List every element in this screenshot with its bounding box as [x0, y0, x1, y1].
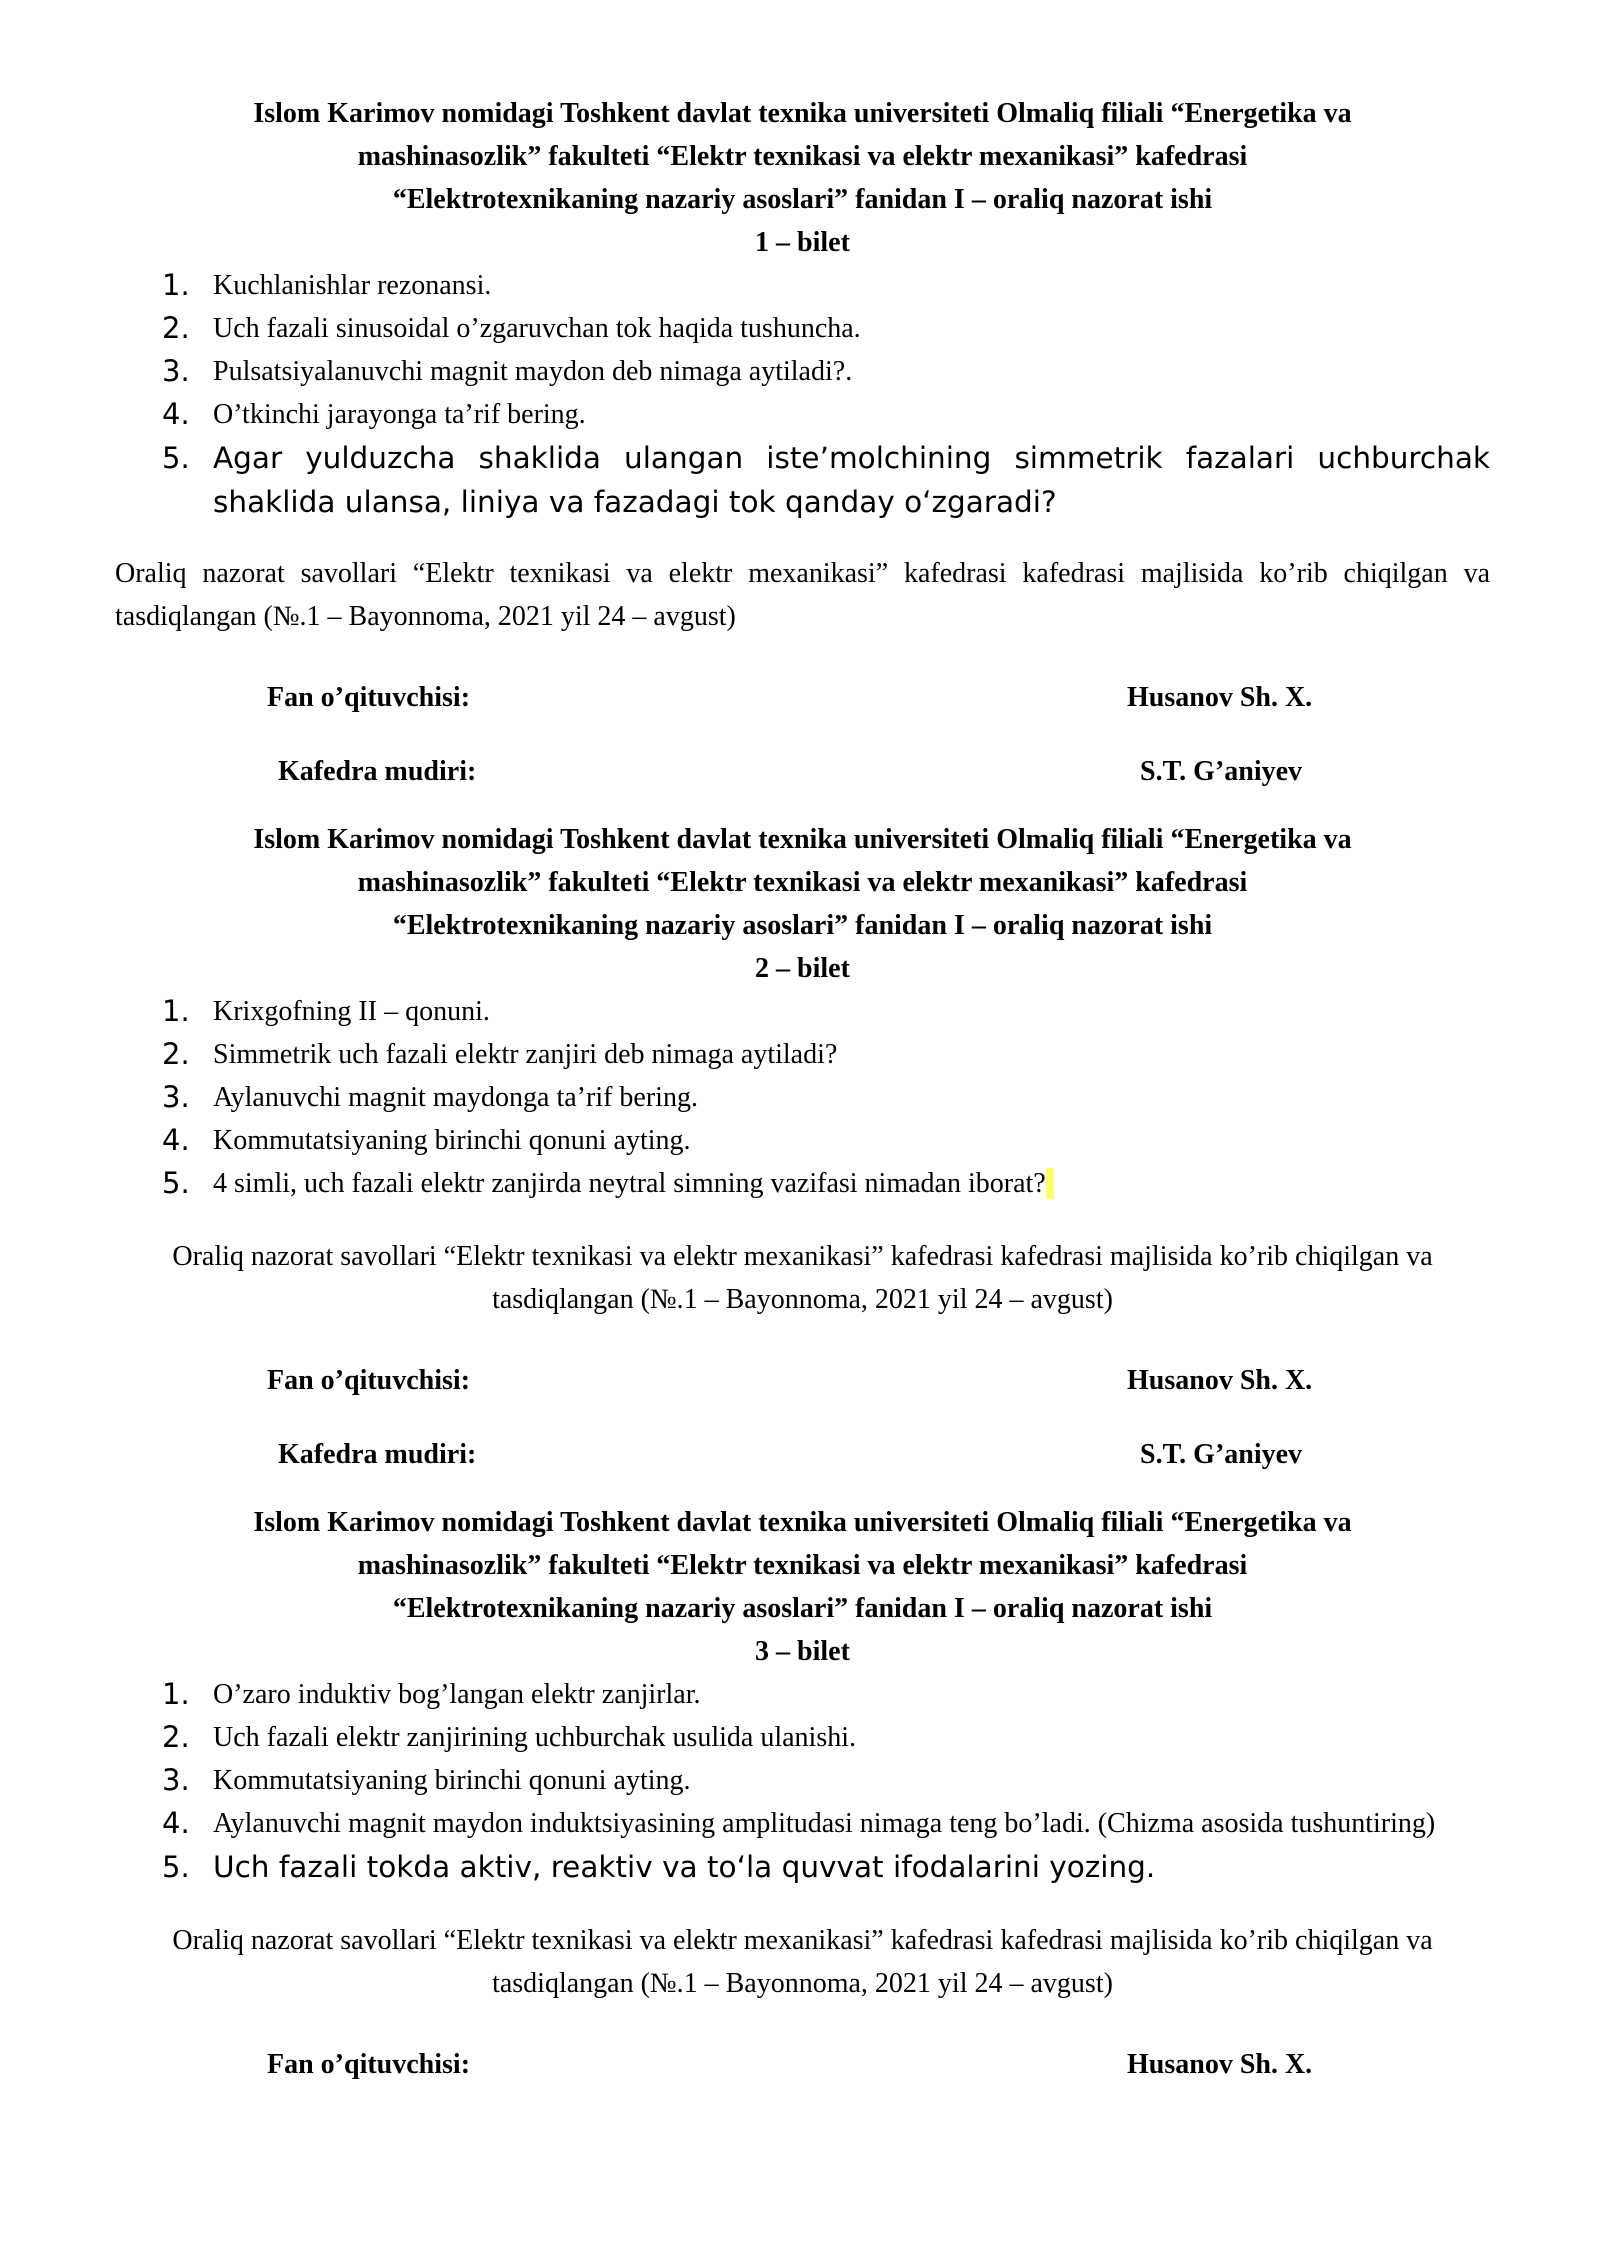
question-number: 2. [162, 1037, 190, 1071]
question-text: Agar yulduzcha shaklida ulangan iste’molchining simmetrik fazalari uchburchak shaklida ulansa, liniya va fazadagi tok qanday oʻzgaradi? [213, 441, 1490, 519]
signature-block [115, 2027, 1490, 2087]
question-number: 3. [162, 1080, 190, 1114]
question-number: 5. [162, 1850, 190, 1884]
teacher-label: Fan o’qituvchisi: [267, 682, 471, 713]
question-item [115, 350, 1490, 393]
question-text: Aylanuvchi magnit maydonga ta’rif bering. [213, 1082, 698, 1113]
approval-note: Oraliq nazorat savollari “Elektr texnikasi va elektr mexanikasi” kafedrasi kafedrasi majlisida ko’rib chiqilgan va tasdiqlangan (№.1 – Bayonnoma, 2021 yil 24 – avgust) [172, 1925, 1433, 1999]
question-item [115, 1162, 1490, 1205]
header-line: “Elektrotexnikaning nazariy asoslari” fanidan I – oraliq nazorat ishi [392, 184, 1213, 215]
ticket-number: 2 – bilet [755, 953, 850, 984]
question-text: O’zaro induktiv bog’langan elektr zanjirlar. [213, 1679, 701, 1710]
question-text: Uch fazali sinusoidal o’zgaruvchan tok haqida tushuncha. [213, 313, 861, 344]
question-text: 4 simli, uch fazali elektr zanjirda neytral simning vazifasi nimadan iborat? [213, 1168, 1046, 1199]
question-text: Aylanuvchi magnit maydon induktsiyasining amplitudasi nimaga teng bo’ladi. (Chizma asosida tushuntiring) [213, 1808, 1436, 1839]
header-line: mashinasozlik” fakulteti “Elektr texnikasi va elektr mexanikasi” kafedrasi [357, 867, 1248, 898]
question-list [115, 1673, 1490, 1889]
teacher-label: Fan o’qituvchisi: [267, 2049, 471, 2080]
ticket-header [115, 92, 1490, 264]
question-text: Kommutatsiyaning birinchi qonuni ayting. [213, 1125, 691, 1156]
header-line: Islom Karimov nomidagi Toshkent davlat texnika universiteti Olmaliq filiali “Energetika va [253, 98, 1352, 129]
question-item [115, 1759, 1490, 1802]
header-line: Islom Karimov nomidagi Toshkent davlat texnika universiteti Olmaliq filiali “Energetika va [253, 824, 1352, 855]
header-line: mashinasozlik” fakulteti “Elektr texnikasi va elektr mexanikasi” kafedrasi [357, 1550, 1248, 1581]
question-text: Kuchlanishlar rezonansi. [213, 270, 492, 301]
question-text: Krixgofning II – qonuni. [213, 996, 490, 1027]
teacher-signature-row [115, 1359, 1490, 1402]
question-item [115, 393, 1490, 436]
ticket-2 [115, 818, 1490, 1493]
question-item [115, 1716, 1490, 1759]
question-text: Pulsatsiyalanuvchi magnit maydon deb nimaga aytiladi?. [213, 356, 853, 387]
question-number: 3. [162, 1763, 190, 1797]
question-number: 5. [162, 1166, 190, 1200]
question-number: 5. [162, 441, 190, 475]
question-text: Kommutatsiyaning birinchi qonuni ayting. [213, 1765, 691, 1796]
ticket-header [115, 1501, 1490, 1673]
question-item [115, 1119, 1490, 1162]
ticket-header [115, 818, 1490, 990]
question-number: 2. [162, 311, 190, 345]
head-label: Kafedra mudiri: [278, 1439, 477, 1470]
question-number: 1. [162, 994, 190, 1028]
question-number: 4. [162, 397, 190, 431]
head-name: S.T. G’aniyev [1140, 756, 1303, 787]
question-text: Uch fazali elektr zanjirining uchburchak usulida ulanishi. [213, 1722, 857, 1753]
question-list [115, 264, 1490, 524]
header-line: “Elektrotexnikaning nazariy asoslari” fanidan I – oraliq nazorat ishi [392, 910, 1213, 941]
question-item [115, 264, 1490, 307]
signature-block [115, 660, 1490, 810]
header-line: mashinasozlik” fakulteti “Elektr texnikasi va elektr mexanikasi” kafedrasi [357, 141, 1248, 172]
document-page [115, 92, 1490, 2087]
question-item [115, 436, 1490, 524]
teacher-name: Husanov Sh. X. [1127, 2049, 1313, 2080]
teacher-name: Husanov Sh. X. [1127, 682, 1313, 713]
teacher-label: Fan o’qituvchisi: [267, 1365, 471, 1396]
question-item [115, 307, 1490, 350]
head-name: S.T. G’aniyev [1140, 1439, 1303, 1470]
ticket-3 [115, 1501, 1490, 2087]
question-text: Uch fazali tokda aktiv, reaktiv va toʻla quvvat ifodalarini yozing. [213, 1850, 1156, 1884]
question-text: O’tkinchi jarayonga ta’rif bering. [213, 399, 586, 430]
question-number: 1. [162, 268, 190, 302]
signature-block [115, 1343, 1490, 1493]
question-item [115, 1673, 1490, 1716]
head-label: Kafedra mudiri: [278, 756, 477, 787]
ticket-number: 3 – bilet [755, 1636, 850, 1667]
teacher-signature-row [115, 2043, 1490, 2086]
teacher-signature-row [115, 676, 1490, 719]
question-item [115, 1845, 1490, 1889]
highlight-mark [1046, 1168, 1053, 1199]
question-item [115, 1802, 1490, 1845]
question-number: 4. [162, 1123, 190, 1157]
teacher-name: Husanov Sh. X. [1127, 1365, 1313, 1396]
question-item [115, 990, 1490, 1033]
head-signature-row [115, 1433, 1490, 1476]
question-list [115, 990, 1490, 1205]
question-number: 2. [162, 1720, 190, 1754]
approval-note: Oraliq nazorat savollari “Elektr texnikasi va elektr mexanikasi” kafedrasi kafedrasi majlisida ko’rib chiqilgan va tasdiqlangan (№.1 – Bayonnoma, 2021 yil 24 – avgust) [115, 558, 1490, 632]
approval-note: Oraliq nazorat savollari “Elektr texnikasi va elektr mexanikasi” kafedrasi kafedrasi majlisida ko’rib chiqilgan va tasdiqlangan (№.1 – Bayonnoma, 2021 yil 24 – avgust) [172, 1241, 1433, 1315]
question-number: 1. [162, 1677, 190, 1711]
header-line: “Elektrotexnikaning nazariy asoslari” fanidan I – oraliq nazorat ishi [392, 1593, 1213, 1624]
question-number: 3. [162, 354, 190, 388]
header-line: Islom Karimov nomidagi Toshkent davlat texnika universiteti Olmaliq filiali “Energetika va [253, 1507, 1352, 1538]
question-text: Simmetrik uch fazali elektr zanjiri deb nimaga aytiladi? [213, 1039, 838, 1070]
question-item [115, 1076, 1490, 1119]
ticket-number: 1 – bilet [755, 227, 850, 258]
head-signature-row [115, 750, 1490, 793]
ticket-1 [115, 92, 1490, 810]
question-item [115, 1033, 1490, 1076]
question-number: 4. [162, 1806, 190, 1840]
